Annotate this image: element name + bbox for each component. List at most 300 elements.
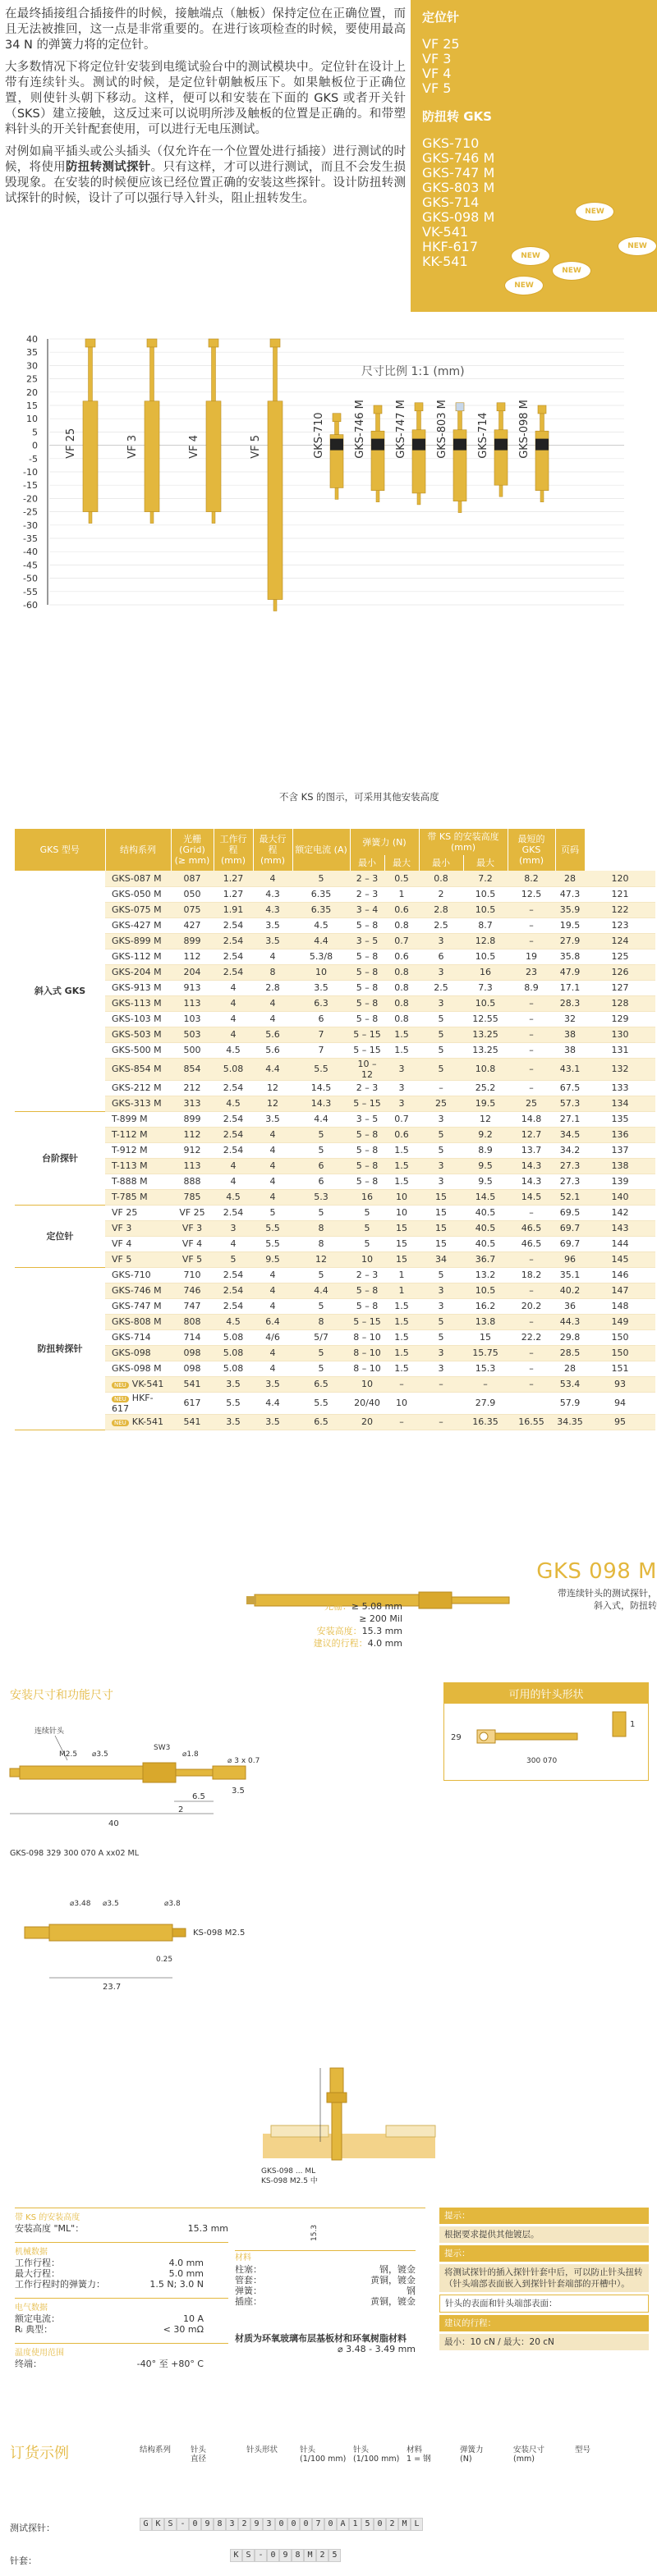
table-cell: 1: [384, 1267, 419, 1283]
table-cell: 3.5: [253, 1111, 292, 1127]
table-cell: 4: [214, 1158, 253, 1174]
table-cell: 43.1: [555, 1058, 585, 1080]
table-cell: 854: [171, 1058, 214, 1080]
board-hole: ⌀ 3.48 - 3.49 mm: [338, 2344, 416, 2354]
table-cell: 12.7: [508, 1127, 555, 1142]
new-badge: NEW: [511, 246, 550, 266]
table-cell: 13.2: [463, 1267, 508, 1283]
table-cell: 4.4: [292, 1111, 350, 1127]
svg-text:⌀ 3 x 0.7: ⌀ 3 x 0.7: [227, 1757, 260, 1765]
table-cell: 3: [384, 1096, 419, 1111]
table-row: [15, 933, 655, 949]
table-row: [15, 1414, 655, 1430]
table-cell: 4: [214, 1174, 253, 1189]
table-cell: 5: [350, 1220, 384, 1236]
table-cell: 1: [384, 1283, 419, 1298]
table-cell: [508, 1392, 555, 1414]
table-cell: 27.9: [555, 933, 585, 949]
table-cell: 5.08: [214, 1329, 253, 1345]
table-cell: –: [508, 902, 555, 917]
table-cell: 3: [419, 933, 463, 949]
table-cell: 14.3: [292, 1096, 350, 1111]
table-cell: 7: [292, 1042, 350, 1058]
table-cell: 4.5: [214, 1042, 253, 1058]
table-cell: 4: [253, 1345, 292, 1361]
table-cell: 1.5: [384, 1329, 419, 1345]
anti-twist-probe-item: GKS-747 M: [422, 165, 495, 181]
table-cell: 5.5: [292, 1058, 350, 1080]
table-cell: 1.27: [214, 886, 253, 902]
table-cell: 0.8: [384, 964, 419, 980]
table-cell: 9.2: [463, 1127, 508, 1142]
y-tick-label: 35: [26, 347, 38, 359]
table-cell: 5: [419, 1267, 463, 1283]
code-char: 0: [374, 2518, 386, 2531]
table-cell: 96: [555, 1251, 585, 1267]
code-char: K: [230, 2549, 242, 2562]
code-char: 2: [386, 2518, 398, 2531]
table-cell: –: [508, 917, 555, 933]
intro-text: [5, 7, 406, 213]
table-cell: 46.5: [508, 1236, 555, 1251]
table-cell: 10.5: [463, 995, 508, 1011]
table-row: [15, 1011, 655, 1027]
table-row: [15, 1314, 655, 1329]
table-cell: 5 – 8: [350, 1127, 384, 1142]
table-cell: 13.7: [508, 1142, 555, 1158]
code-char: A: [337, 2518, 349, 2531]
table-cell: 113: [171, 1158, 214, 1174]
table-cell: 1.5: [384, 1314, 419, 1329]
materials-block: 材料 柱塞： 钢，镀金 管套： 黄铜，镀金 弹簧： 钢 插座： 黄铜，镀金 材质为环氧玻璃布层基板材和环氧树脂材料 ⌀ 3.48 - 3.49 mm: [235, 2250, 416, 2354]
table-cell: 13.25: [463, 1027, 508, 1042]
table-row: [15, 1329, 655, 1345]
table-cell: 913: [171, 980, 214, 995]
table-row: [15, 1376, 655, 1392]
table-cell: 148: [585, 1298, 655, 1314]
tip-shape-drawing: [444, 1704, 650, 1778]
cell-model: GKS-427 M: [105, 917, 171, 933]
table-cell: 67.5: [555, 1080, 585, 1096]
table-cell: 3: [419, 1158, 463, 1174]
table-cell: 103: [171, 1011, 214, 1027]
table-cell: 20/40: [350, 1392, 384, 1414]
y-tick-label: -40: [23, 547, 38, 558]
table-row: [15, 886, 655, 902]
anti-twist-probe-item: GKS-803 M: [422, 180, 495, 195]
data-row: 弹簧： 钢: [235, 2285, 416, 2296]
table-cell: –: [508, 1251, 555, 1267]
table-cell: 14.5: [292, 1080, 350, 1096]
table-cell: 53.4: [555, 1376, 585, 1392]
table-cell: 15: [384, 1220, 419, 1236]
table-row: [15, 917, 655, 933]
table-cell: 4: [253, 1298, 292, 1314]
order-header: 针头形状: [246, 2446, 278, 2455]
table-cell: 1.5: [384, 1027, 419, 1042]
table-cell: 10: [384, 1189, 419, 1205]
table-cell: 143: [585, 1220, 655, 1236]
new-badge: NEW: [618, 236, 657, 256]
table-cell: 2 – 3: [350, 871, 384, 886]
table-cell: 5: [419, 1127, 463, 1142]
header-max-stroke: 最大行程 (mm): [253, 829, 292, 871]
table-cell: 12: [253, 1096, 292, 1111]
cell-model: GKS-500 M: [105, 1042, 171, 1058]
table-cell: 710: [171, 1267, 214, 1283]
table-cell: 8 – 10: [350, 1329, 384, 1345]
table-cell: 2.54: [214, 1111, 253, 1127]
table-cell: 10: [350, 1376, 384, 1392]
table-cell: 4.3: [253, 886, 292, 902]
table-cell: 6.4: [253, 1314, 292, 1329]
table-cell: 4.4: [292, 933, 350, 949]
table-cell: 808: [171, 1314, 214, 1329]
probe-label: GKS-803 M: [436, 400, 448, 459]
table-cell: 36.7: [463, 1251, 508, 1267]
table-cell: 2.54: [214, 1127, 253, 1142]
probe-order-code: [140, 2518, 423, 2531]
table-cell: 4: [253, 1189, 292, 1205]
table-cell: 785: [171, 1189, 214, 1205]
table-cell: 15: [384, 1236, 419, 1251]
install-height-block: 带 KS 的安装高度 安装高度 "ML"： 15.3 mm: [15, 2208, 425, 2234]
probe-label: VF 5: [250, 435, 262, 459]
probe-dimension-drawing: [10, 1723, 281, 1838]
table-cell: 888: [171, 1174, 214, 1189]
data-row: 插座： 黄铜，镀金: [235, 2296, 416, 2307]
table-cell: 0.8: [384, 995, 419, 1011]
y-tick-label: -55: [23, 586, 38, 597]
table-cell: 747: [171, 1298, 214, 1314]
table-cell: 15: [419, 1236, 463, 1251]
table-cell: 541: [171, 1376, 214, 1392]
table-cell: 0.5: [384, 871, 419, 886]
table-cell: 12.5: [508, 886, 555, 902]
table-cell: 14.5: [463, 1189, 508, 1205]
table-cell: 2.54: [214, 917, 253, 933]
header-grid: 光栅 (Grid) (≥ mm): [171, 829, 214, 871]
table-cell: 10 – 12: [350, 1058, 384, 1080]
chart-note: 不含 KS 的图示，可采用其他安装高度: [279, 791, 439, 803]
table-cell: 5: [350, 1236, 384, 1251]
probe-vf-3: [126, 339, 159, 524]
anti-twist-probe-item: GKS-714: [422, 194, 480, 210]
table-cell: 136: [585, 1127, 655, 1142]
table-cell: 135: [585, 1111, 655, 1127]
table-cell: 4: [253, 871, 292, 886]
table-row: [15, 1127, 655, 1142]
table-cell: 4: [253, 1142, 292, 1158]
table-row: [15, 1220, 655, 1236]
table-cell: 8 – 10: [350, 1361, 384, 1376]
table-cell: 8.7: [463, 917, 508, 933]
y-tick-label: 15: [26, 400, 38, 411]
table-cell: 44.3: [555, 1314, 585, 1329]
table-row: [15, 1027, 655, 1042]
table-cell: 0.6: [384, 1127, 419, 1142]
table-cell: 5: [350, 1205, 384, 1220]
table-cell: 40.5: [463, 1205, 508, 1220]
electrical-data-block: 电气数据 额定电流： 10 A Rᵢ 典型： < 30 mΩ: [15, 2298, 228, 2335]
table-row: [15, 1392, 655, 1414]
table-cell: 40.2: [555, 1283, 585, 1298]
table-cell: 0.7: [384, 933, 419, 949]
probe-gks-746-m: [354, 400, 384, 502]
table-cell: 16.35: [463, 1414, 508, 1430]
table-cell: 0.8: [419, 871, 463, 886]
table-row: [15, 980, 655, 995]
y-tick-label: -20: [23, 493, 38, 505]
svg-text:M2.5: M2.5: [59, 1750, 78, 1759]
socket-dimension-drawing: [25, 1896, 287, 1994]
tip-shapes-title: 可用的针头形状: [444, 1683, 648, 1704]
probe-label: VF 25: [65, 428, 77, 459]
svg-text:2: 2: [178, 1805, 184, 1814]
cell-model: GKS-050 M: [105, 886, 171, 902]
table-cell: 7.3: [463, 980, 508, 995]
table-cell: 10.5: [463, 949, 508, 964]
data-row: Rᵢ 典型： < 30 mΩ: [15, 2324, 204, 2335]
svg-text:29: 29: [451, 1733, 462, 1742]
table-cell: 5.08: [214, 1345, 253, 1361]
table-cell: 16.2: [463, 1298, 508, 1314]
table-cell: 0.8: [384, 980, 419, 995]
table-cell: 52.1: [555, 1189, 585, 1205]
temperature-block: 温度使用范围 终端： -40° 至 +80° C: [15, 2343, 228, 2369]
y-tick-label: -15: [23, 480, 38, 492]
product-subtitle-2: 斜入式，防扭转: [594, 1600, 657, 1611]
table-cell: 10: [350, 1251, 384, 1267]
table-cell: 5: [253, 1205, 292, 1220]
code-char: L: [411, 2518, 423, 2531]
table-cell: 5 – 8: [350, 1011, 384, 1027]
table-cell: 3: [419, 1283, 463, 1298]
table-cell: 0.8: [384, 917, 419, 933]
table-cell: 123: [585, 917, 655, 933]
cell-model: GKS-503 M: [105, 1027, 171, 1042]
spec-table: [15, 829, 655, 1430]
table-cell: 7: [292, 1027, 350, 1042]
anti-twist-probe-item: GKS-098 M: [422, 209, 495, 225]
table-row: [15, 1205, 655, 1220]
table-cell: 6: [292, 1011, 350, 1027]
table-cell: 12.55: [463, 1011, 508, 1027]
table-cell: 5: [292, 871, 350, 886]
table-cell: 0.6: [384, 902, 419, 917]
cell-model: GKS-746 M: [105, 1283, 171, 1298]
table-cell: 899: [171, 1111, 214, 1127]
table-cell: 541: [171, 1414, 214, 1430]
table-row: [15, 871, 655, 886]
table-cell: 3.5: [214, 1376, 253, 1392]
header-series: 结构系列: [105, 829, 171, 871]
table-cell: –: [419, 1414, 463, 1430]
table-cell: 23: [508, 964, 555, 980]
cell-model: GKS-808 M: [105, 1314, 171, 1329]
probe-label: GKS-710: [313, 412, 325, 459]
table-cell: 15: [419, 1205, 463, 1220]
table-cell: 899: [171, 933, 214, 949]
table-cell: 40.5: [463, 1220, 508, 1236]
table-cell: 4.5: [292, 917, 350, 933]
intro-section: [0, 0, 657, 320]
table-cell: 121: [585, 886, 655, 902]
y-tick-label: -30: [23, 519, 38, 531]
table-cell: 2.5: [419, 980, 463, 995]
order-header: 针头 (1/100 mm): [300, 2446, 347, 2464]
table-cell: 3.5: [214, 1414, 253, 1430]
table-cell: 32: [555, 1011, 585, 1027]
table-cell: 16: [463, 964, 508, 980]
cell-model: T-912 M: [105, 1142, 171, 1158]
cell-model: GKS-075 M: [105, 902, 171, 917]
table-cell: 16: [350, 1189, 384, 1205]
table-cell: 95: [585, 1414, 655, 1430]
locating-pin-item: VF 4: [422, 66, 452, 81]
y-tick-label: -5: [29, 453, 38, 464]
cell-model: GKS-112 M: [105, 949, 171, 964]
y-tick-label: -10: [23, 467, 38, 478]
table-cell: 1.5: [384, 1174, 419, 1189]
table-cell: 14.3: [508, 1158, 555, 1174]
table-cell: 5 – 15: [350, 1314, 384, 1329]
svg-text:23.7: 23.7: [103, 1983, 122, 1992]
table-row: [15, 1345, 655, 1361]
table-cell: 5 – 8: [350, 1158, 384, 1174]
table-cell: 1.5: [384, 1298, 419, 1314]
probe-label: GKS-747 M: [395, 400, 407, 459]
table-cell: 5: [419, 1058, 463, 1080]
anti-twist-probe-item: GKS-746 M: [422, 150, 495, 166]
table-cell: 204: [171, 964, 214, 980]
table-cell: 3.5: [253, 1414, 292, 1430]
table-cell: 34.35: [555, 1414, 585, 1430]
cell-model: GKS-098 M: [105, 1361, 171, 1376]
cell-model: GKS-854 M: [105, 1058, 171, 1080]
table-cell: 10: [384, 1205, 419, 1220]
table-cell: 35.8: [555, 949, 585, 964]
table-cell: 28: [555, 871, 585, 886]
anti-twist-probe-item: GKS-710: [422, 135, 480, 151]
svg-text:⌀1.8: ⌀1.8: [182, 1750, 199, 1759]
product-name: GKS 098 M: [536, 1559, 657, 1584]
table-row: [15, 1111, 655, 1127]
table-row: [15, 1096, 655, 1111]
table-cell: 9.5: [463, 1158, 508, 1174]
table-cell: 9.5: [253, 1251, 292, 1267]
table-cell: 4/6: [253, 1329, 292, 1345]
table-cell: 4.4: [253, 1058, 292, 1080]
table-cell: 3 – 4: [350, 902, 384, 917]
product-key-specs: 光栅：≥ 5.08 mm ≥ 200 Mil 安装高度：15.3 mm 建议的行程：4.0 mm: [313, 1601, 402, 1649]
svg-text:1: 1: [630, 1720, 636, 1729]
table-cell: 14.5: [508, 1189, 555, 1205]
code-char: 9: [250, 2518, 263, 2531]
svg-text:SW3: SW3: [154, 1744, 171, 1752]
table-cell: 5.08: [214, 1058, 253, 1080]
table-cell: 3: [419, 1111, 463, 1127]
table-cell: 34.2: [555, 1142, 585, 1158]
table-cell: 1: [384, 886, 419, 902]
code-char: 2: [238, 2518, 250, 2531]
cell-model: VF 4: [105, 1236, 171, 1251]
table-cell: 6: [419, 949, 463, 964]
table-cell: 212: [171, 1080, 214, 1096]
order-header: 材料 1 = 钢: [407, 2446, 431, 2464]
table-cell: 12: [292, 1251, 350, 1267]
table-cell: 2 – 3: [350, 1267, 384, 1283]
table-cell: 19.5: [555, 917, 585, 933]
table-cell: 5: [214, 1251, 253, 1267]
table-cell: 050: [171, 886, 214, 902]
header-current: 额定电流 (A): [292, 829, 350, 871]
order-header: 弹簧力 (N): [460, 2446, 484, 2464]
new-tag: NEU: [112, 1396, 129, 1402]
table-cell: 5 – 15: [350, 1096, 384, 1111]
table-cell: 1.91: [214, 902, 253, 917]
cell-model: VF 25: [105, 1205, 171, 1220]
table-cell: 8: [253, 964, 292, 980]
table-cell: 69.7: [555, 1220, 585, 1236]
table-cell: 0.8: [384, 1011, 419, 1027]
table-cell: 4.4: [292, 1283, 350, 1298]
spec-table-wrap: [15, 829, 655, 1430]
table-cell: 13.8: [463, 1314, 508, 1329]
header-page: 页码: [555, 829, 585, 871]
dims-section-title: 安装尺寸和功能尺寸: [10, 1689, 113, 1702]
cell-model: GKS-087 M: [105, 871, 171, 886]
table-cell: 2 – 3: [350, 886, 384, 902]
tip-shapes-box: [443, 1682, 649, 1781]
table-cell: 127: [585, 980, 655, 995]
data-row: 柱塞： 钢，镀金: [235, 2264, 416, 2275]
anti-twist-probe-item: KK-541: [422, 254, 468, 269]
table-cell: 125: [585, 949, 655, 964]
order-header: 针头 直径: [191, 2446, 207, 2464]
table-cell: 313: [171, 1096, 214, 1111]
table-cell: 12.8: [463, 933, 508, 949]
table-cell: 10.5: [463, 902, 508, 917]
table-cell: 47.9: [555, 964, 585, 980]
table-cell: 151: [585, 1361, 655, 1376]
table-cell: 15.75: [463, 1345, 508, 1361]
table-cell: 2: [419, 886, 463, 902]
table-row: [15, 1236, 655, 1251]
table-cell: 147: [585, 1283, 655, 1298]
table-cell: 4.5: [214, 1189, 253, 1205]
header-spring-max: 最大: [384, 855, 419, 871]
probe-label: VF 3: [126, 435, 139, 459]
table-cell: 38: [555, 1027, 585, 1042]
table-cell: –: [508, 995, 555, 1011]
header-height: 带 KS 的安装高度 (mm): [419, 829, 508, 855]
table-cell: 2.54: [214, 964, 253, 980]
table-cell: 133: [585, 1080, 655, 1096]
table-row: [15, 1189, 655, 1205]
table-cell: 4: [253, 1283, 292, 1298]
table-cell: 8: [292, 1220, 350, 1236]
table-cell: 8.9: [508, 980, 555, 995]
table-cell: 69.5: [555, 1205, 585, 1220]
table-row: [15, 949, 655, 964]
cell-model: GKS-313 M: [105, 1096, 171, 1111]
locating-pin-item: VF 25: [422, 36, 460, 52]
table-cell: 34: [419, 1251, 463, 1267]
svg-text:15.3: 15.3: [310, 2224, 319, 2241]
cell-model: NEU KK-541: [105, 1414, 171, 1430]
header-spring: 弹簧力 (N): [350, 829, 419, 855]
